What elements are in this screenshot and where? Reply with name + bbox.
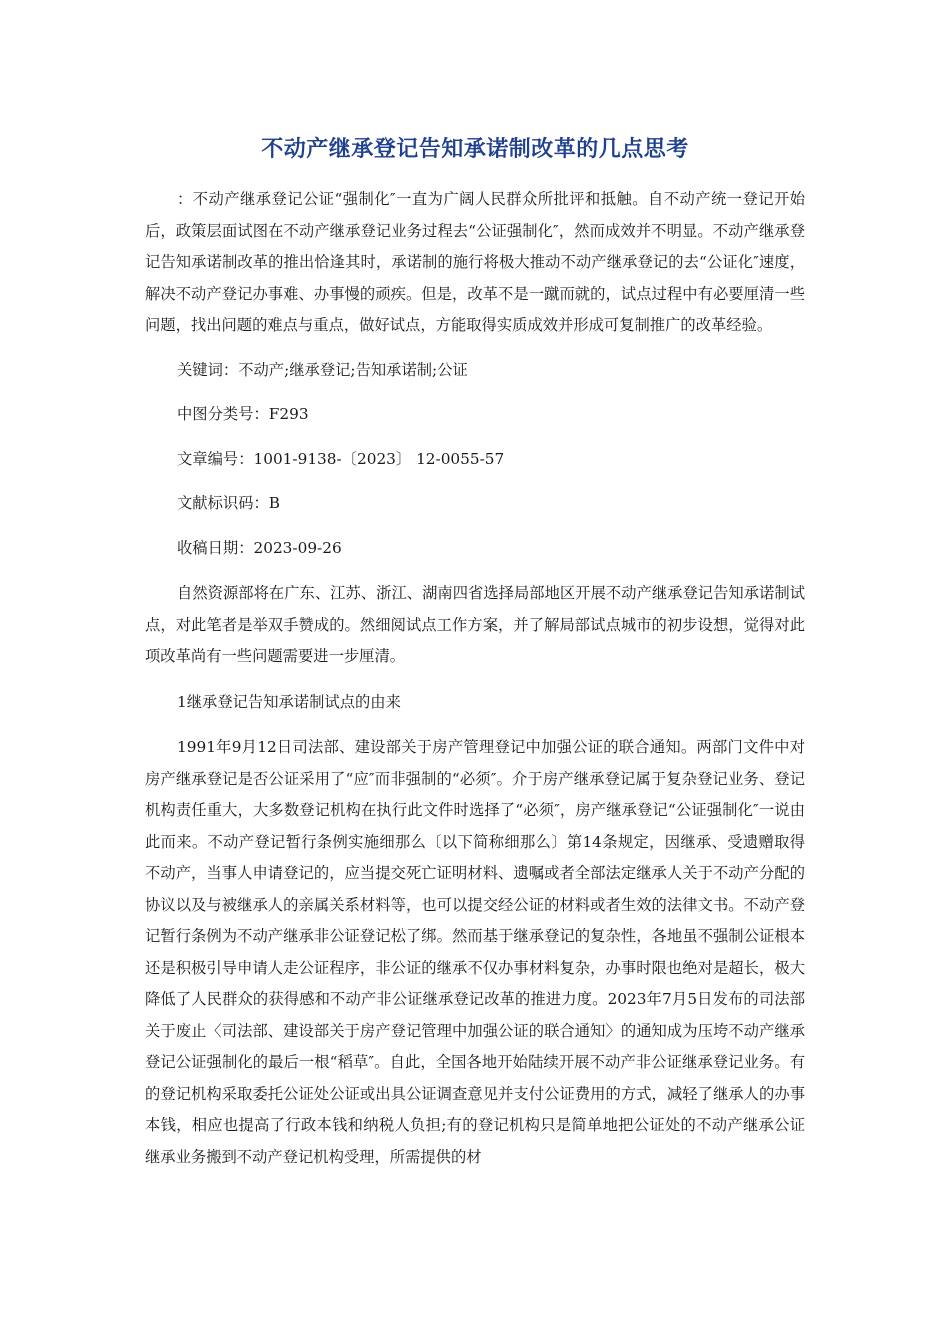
article-title: 不动产继承登记告知承诺制改革的几点思考 — [261, 137, 689, 162]
document-page — [145, 134, 805, 1173]
received-date-line: 收稿日期：2023-09-26 — [177, 538, 342, 557]
section-heading: 1继承登记告知承诺制试点的由来 — [177, 692, 401, 711]
document-code-line: 文献标识码：B — [177, 494, 281, 512]
keywords-line: 关键词：不动产;继承登记;告知承诺制;公证 — [177, 360, 468, 379]
abstract-paragraph: ：不动产继承登记公证“强制化″一直为广阔人民群众所批评和抵触。自不动产统一登记开始后，政策层面试图在不动产继承登记业务过程去“公证强制化″，然而成效并不明显。不动产继承登记告知承诺制改革的推出恰逢其时，承诺制的施行将极大推动不动产继承登记的去“公证化″速度，解决不动产登记办事难、办事慢的顽疾。但是，改革不是一蹴而就的，试点过程中有必要厘清一些问题，找出问题的难点与重点，做好试点，方能取得实质成效并形成可复制推广的改革经验。 — [145, 190, 805, 334]
section-body-paragraph: 1991年9月12日司法部、建设部关于房产管理登记中加强公证的联合通知。两部门文件中对房产继承登记是否公证采用了“应″而非强制的“必须″。介于房产继承登记属于复杂登记业务、登记机构责任重大，大多数登记机构在执行此文件时选择了“必须″，房产继承登记“公证强制化″一说由此而来。不动产登记暂行条例实施细那么〔以下简称细那么〕第14条规定，因继承、受遗赠取得不动产，当事人申请登记的，应当提交死亡证明材料、遗嘱或者全部法定继承人关于不动产分配的协议以及与被继承人的亲属关系材料等，也可以提交经公证的材料或者生效的法律文书。不动产登记暂行条例为不动产继承非公证登记松了绑。然而基于继承登记的复杂性，各地虽不强制公证根本还是积极引导申请人走公证程序，非公证的继承不仅办事材料复杂，办事时限也绝对是超长，极大降低了人民群众的获得感和不动产非公证继承登记改革的推进力度。2023年7月5日发布的司法部关于废止〈司法部、建设部关于房产登记管理中加强公证的联合通知〉的通知成为压垮不动产继承登记公证强制化的最后一根“稻草″。自此，全国各地开始陆续开展不动产非公证继承登记业务。有的登记机构采取委托公证处公证或出具公证调查意见并支付公证费用的方式，减轻了继承人的办事本钱，相应也提高了行政本钱和纳税人负担;有的登记机构只是简单地把公证处的不动产继承公证继承业务搬到不动产登记机构受理，所需提供的材 — [145, 738, 805, 1166]
classification-line: 中图分类号：F293 — [177, 405, 309, 423]
intro-paragraph: 自然资源部将在广东、江苏、浙江、湖南四省选择局部地区开展不动产继承登记告知承诺制试点，对此笔者是举双手赞成的。然细阅试点工作方案，并了解局部试点城市的初步设想，觉得对此项改革尚有一些问题需要进一步厘清。 — [145, 584, 805, 665]
article-number-line: 文章编号：1001-9138-〔2023〕 12-0055-57 — [177, 449, 505, 468]
